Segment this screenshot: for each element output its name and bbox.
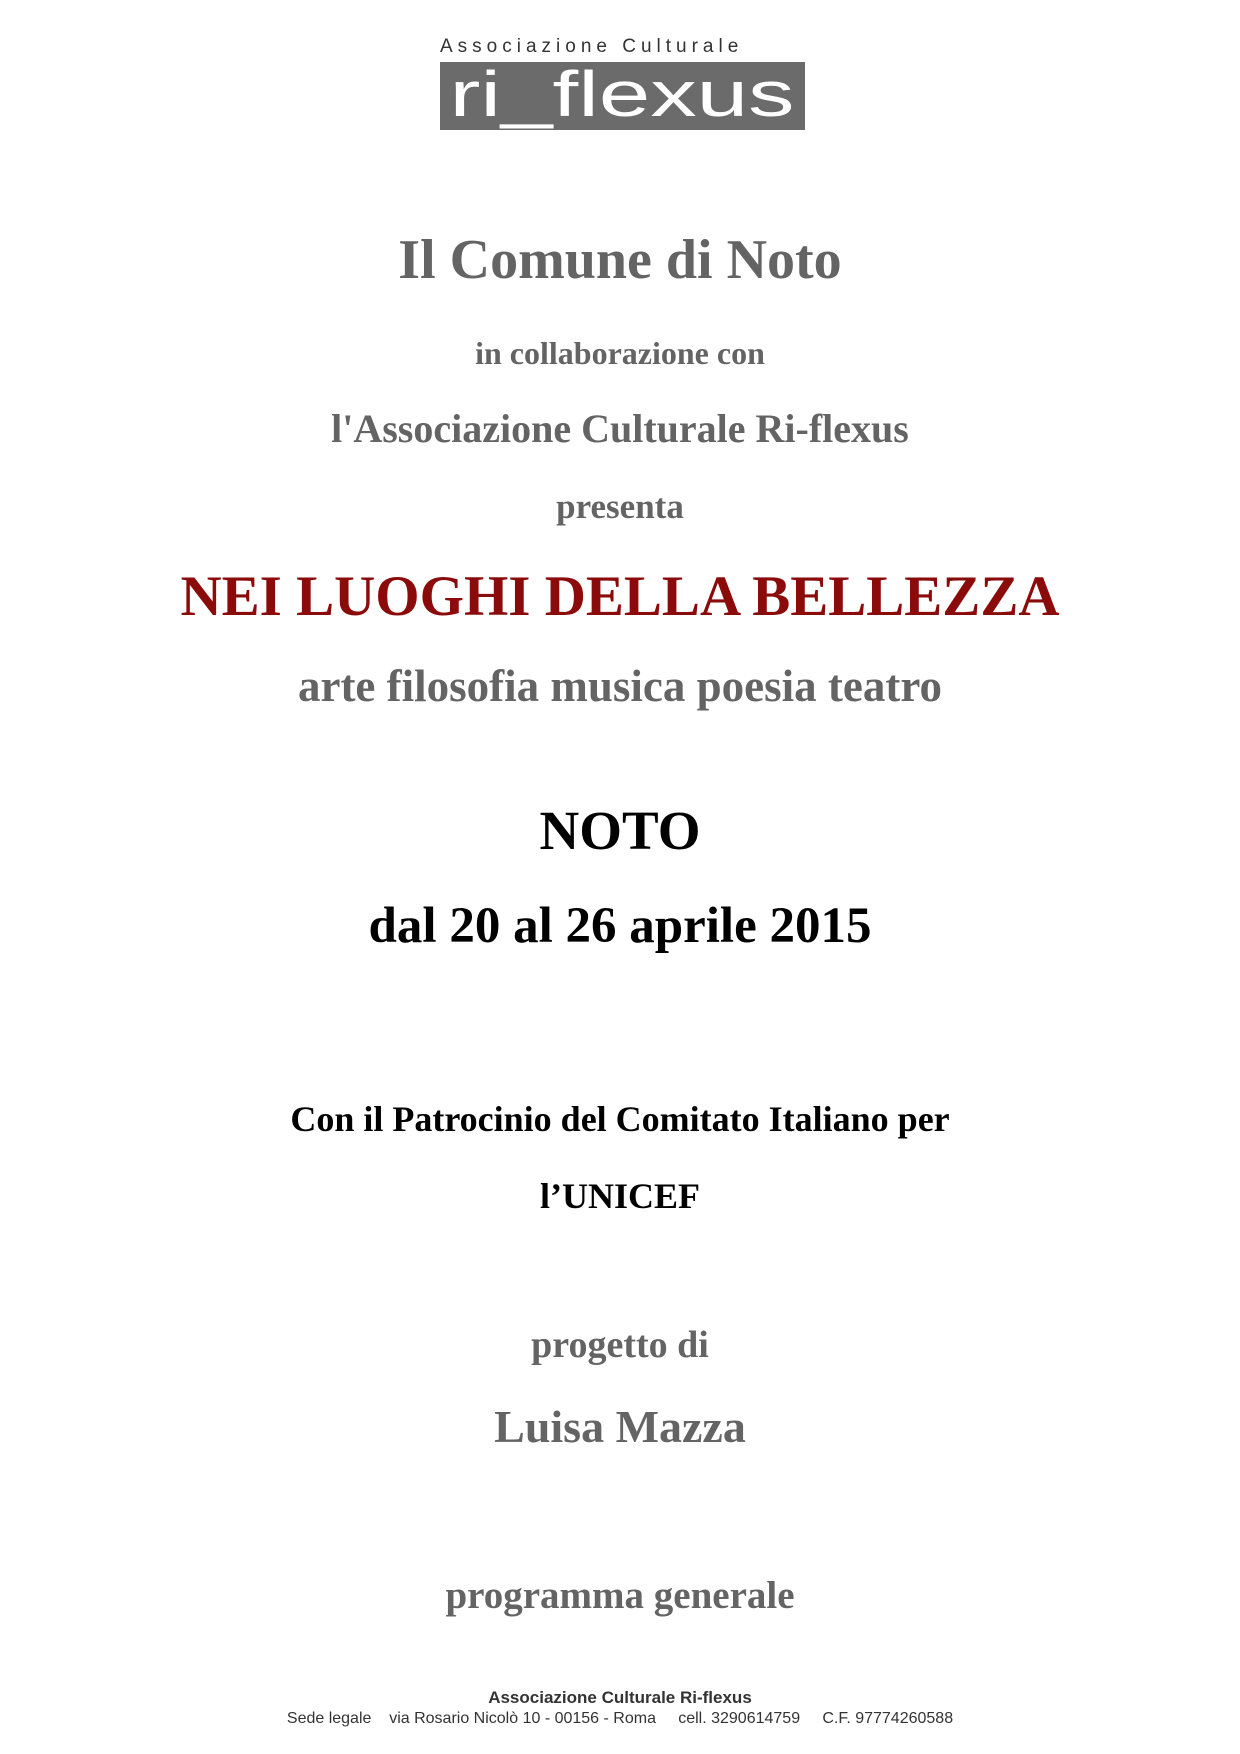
logo-wordmark-graphic <box>440 62 805 130</box>
patronage-line-1: Con il Patrocinio del Comitato Italiano per <box>290 1099 950 1139</box>
project-label: progetto di <box>531 1324 709 1366</box>
logo-tagline: Associazione Culturale <box>440 36 744 57</box>
event-title: NEI LUOGHI DELLA BELLEZZA <box>180 565 1060 628</box>
presents-line: presenta <box>556 487 684 526</box>
footer-address: Sede legale via Rosario Nicolò 10 - 00156 - Roma cell. 3290614759 C.F. 97774260588 <box>286 1710 954 1727</box>
patronage-line-2: l’UNICEF <box>540 1176 700 1216</box>
event-city: NOTO <box>539 800 701 861</box>
collaboration-line: in collaborazione con <box>475 335 765 371</box>
footer-organization: Associazione Culturale Ri-flexus <box>488 1688 752 1707</box>
event-subtitle: arte filosofia musica poesia teatro <box>297 661 943 711</box>
event-dates: dal 20 al 26 aprile 2015 <box>368 898 872 954</box>
page-title: Il Comune di Noto <box>398 229 842 291</box>
program-label: programma generale <box>445 1574 795 1617</box>
association-line: l'Associazione Culturale Ri-flexus <box>331 406 909 451</box>
project-author: Luisa Mazza <box>494 1401 746 1452</box>
association-logo <box>440 36 805 132</box>
logo-wordmark: ri_flexus <box>449 62 795 130</box>
